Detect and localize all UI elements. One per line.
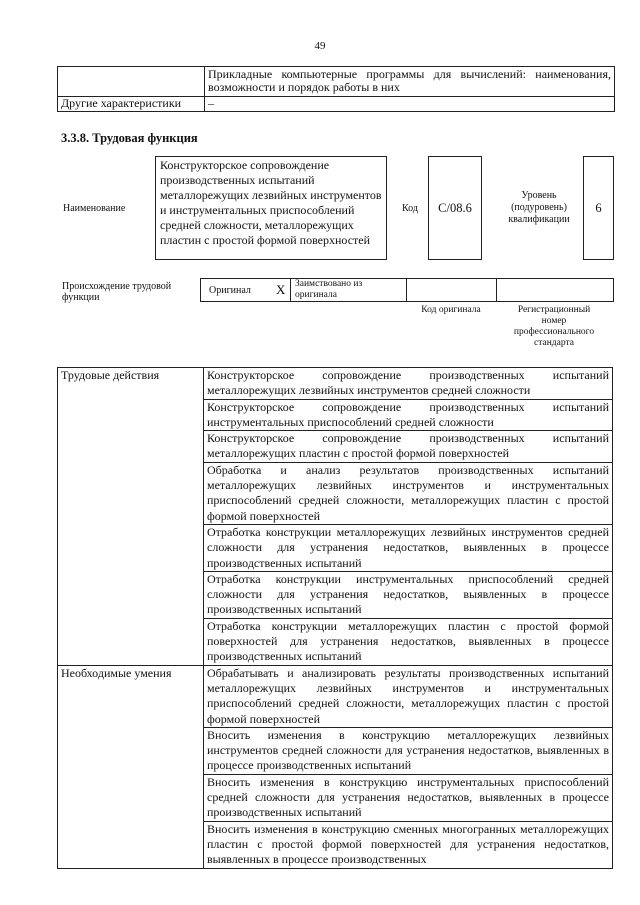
- table-row: [58, 67, 615, 97]
- empty-label-cell: [58, 67, 205, 97]
- other-characteristics-label: Другие характеристики: [58, 97, 205, 112]
- table-row: [58, 97, 615, 112]
- skills-label: Необходимые умения: [58, 665, 204, 868]
- list-item: Вносить изменения в конструкцию сменных многогранных металлорежущих пластин с простой формой поверхностей для устранения недостатков, выявленных в процессе производственных: [204, 821, 613, 868]
- original-label: Оригинал: [209, 285, 251, 296]
- divider: [496, 278, 497, 302]
- list-item: Конструкторское сопровождение производственных испытаний металлорежущих пластин с простой формой поверхностей: [204, 431, 613, 463]
- level-label: Уровень (подуровень) квалификации: [508, 190, 570, 225]
- code-original-caption: Код оригинала: [421, 305, 481, 315]
- section-title: 3.3.8. Трудовая функция: [61, 131, 198, 145]
- list-item: Обрабатывать и анализировать результаты производственных испытаний металлорежущих лезвийных инструментов и инструментальных приспособлений средней сложности, металлорежущих пластин с простой формой поверхностей: [204, 665, 613, 727]
- top-table: [57, 66, 615, 112]
- code-box: C/08.6: [428, 156, 482, 260]
- list-item: Отработка конструкции металлорежущих лезвийных инструментов средней сложности для устранения недостатков, выявленных в процессе производственных испытаний: [204, 524, 613, 571]
- list-item: Отработка конструкции инструментальных приспособлений средней сложности для устранения недостатков, выявленных в процессе производственных испытаний: [204, 571, 613, 618]
- list-item: Отработка конструкции металлорежущих пластин с простой формой поверхностей для устранения недостатков, выявленных в процессе производственных испытаний: [204, 618, 613, 665]
- table-row: [58, 368, 613, 400]
- original-mark: X: [276, 282, 286, 297]
- other-characteristics-value: –: [205, 97, 615, 112]
- list-item: Конструкторское сопровождение производственных испытаний металлорежущих лезвийных инструментов средней сложности: [204, 368, 613, 400]
- list-item: Конструкторское сопровождение производственных испытаний инструментальных приспособлений средней сложности: [204, 399, 613, 431]
- function-name-box: Конструкторское сопровождение производственных испытаний металлорежущих лезвийных инструментов и инструментальных приспособлений средней сложности, металлорежущих пластин с простой формой поверхностей: [155, 156, 387, 260]
- labor-actions-label: Трудовые действия: [58, 368, 204, 666]
- level-box: 6: [583, 156, 614, 260]
- list-item: Вносить изменения в конструкцию металлорежущих лезвийных инструментов средней сложности для устранения недостатков, выявленных в процессе производственных испытаний: [204, 727, 613, 774]
- knowledge-cell: Прикладные компьютерные программы для вычислений: наименования, возможности и порядок работы в них: [205, 67, 615, 97]
- page-number: 49: [314, 40, 326, 52]
- origin-label: Происхождение трудовой функции: [62, 281, 172, 303]
- table-row: [58, 665, 613, 727]
- reg-number-caption: Регистрационный номер профессионального стандарта: [513, 305, 595, 348]
- main-table: [57, 367, 613, 869]
- list-item: Вносить изменения в конструкцию инструментальных приспособлений средней сложности для устранения недостатков, выявленных в процессе производственных испытаний: [204, 774, 613, 821]
- list-item: Обработка и анализ результатов производственных испытаний металлорежущих лезвийных инструментов и инструментальных приспособлений средней сложности, металлорежущих пластин с простой формой поверхностей: [204, 462, 613, 524]
- divider: [406, 278, 407, 302]
- borrowed-label: Заимствовано из оригинала: [295, 279, 363, 300]
- name-label: Наименование: [63, 203, 126, 214]
- origin-box: [200, 278, 614, 302]
- code-label: Код: [402, 203, 418, 214]
- divider: [290, 278, 291, 302]
